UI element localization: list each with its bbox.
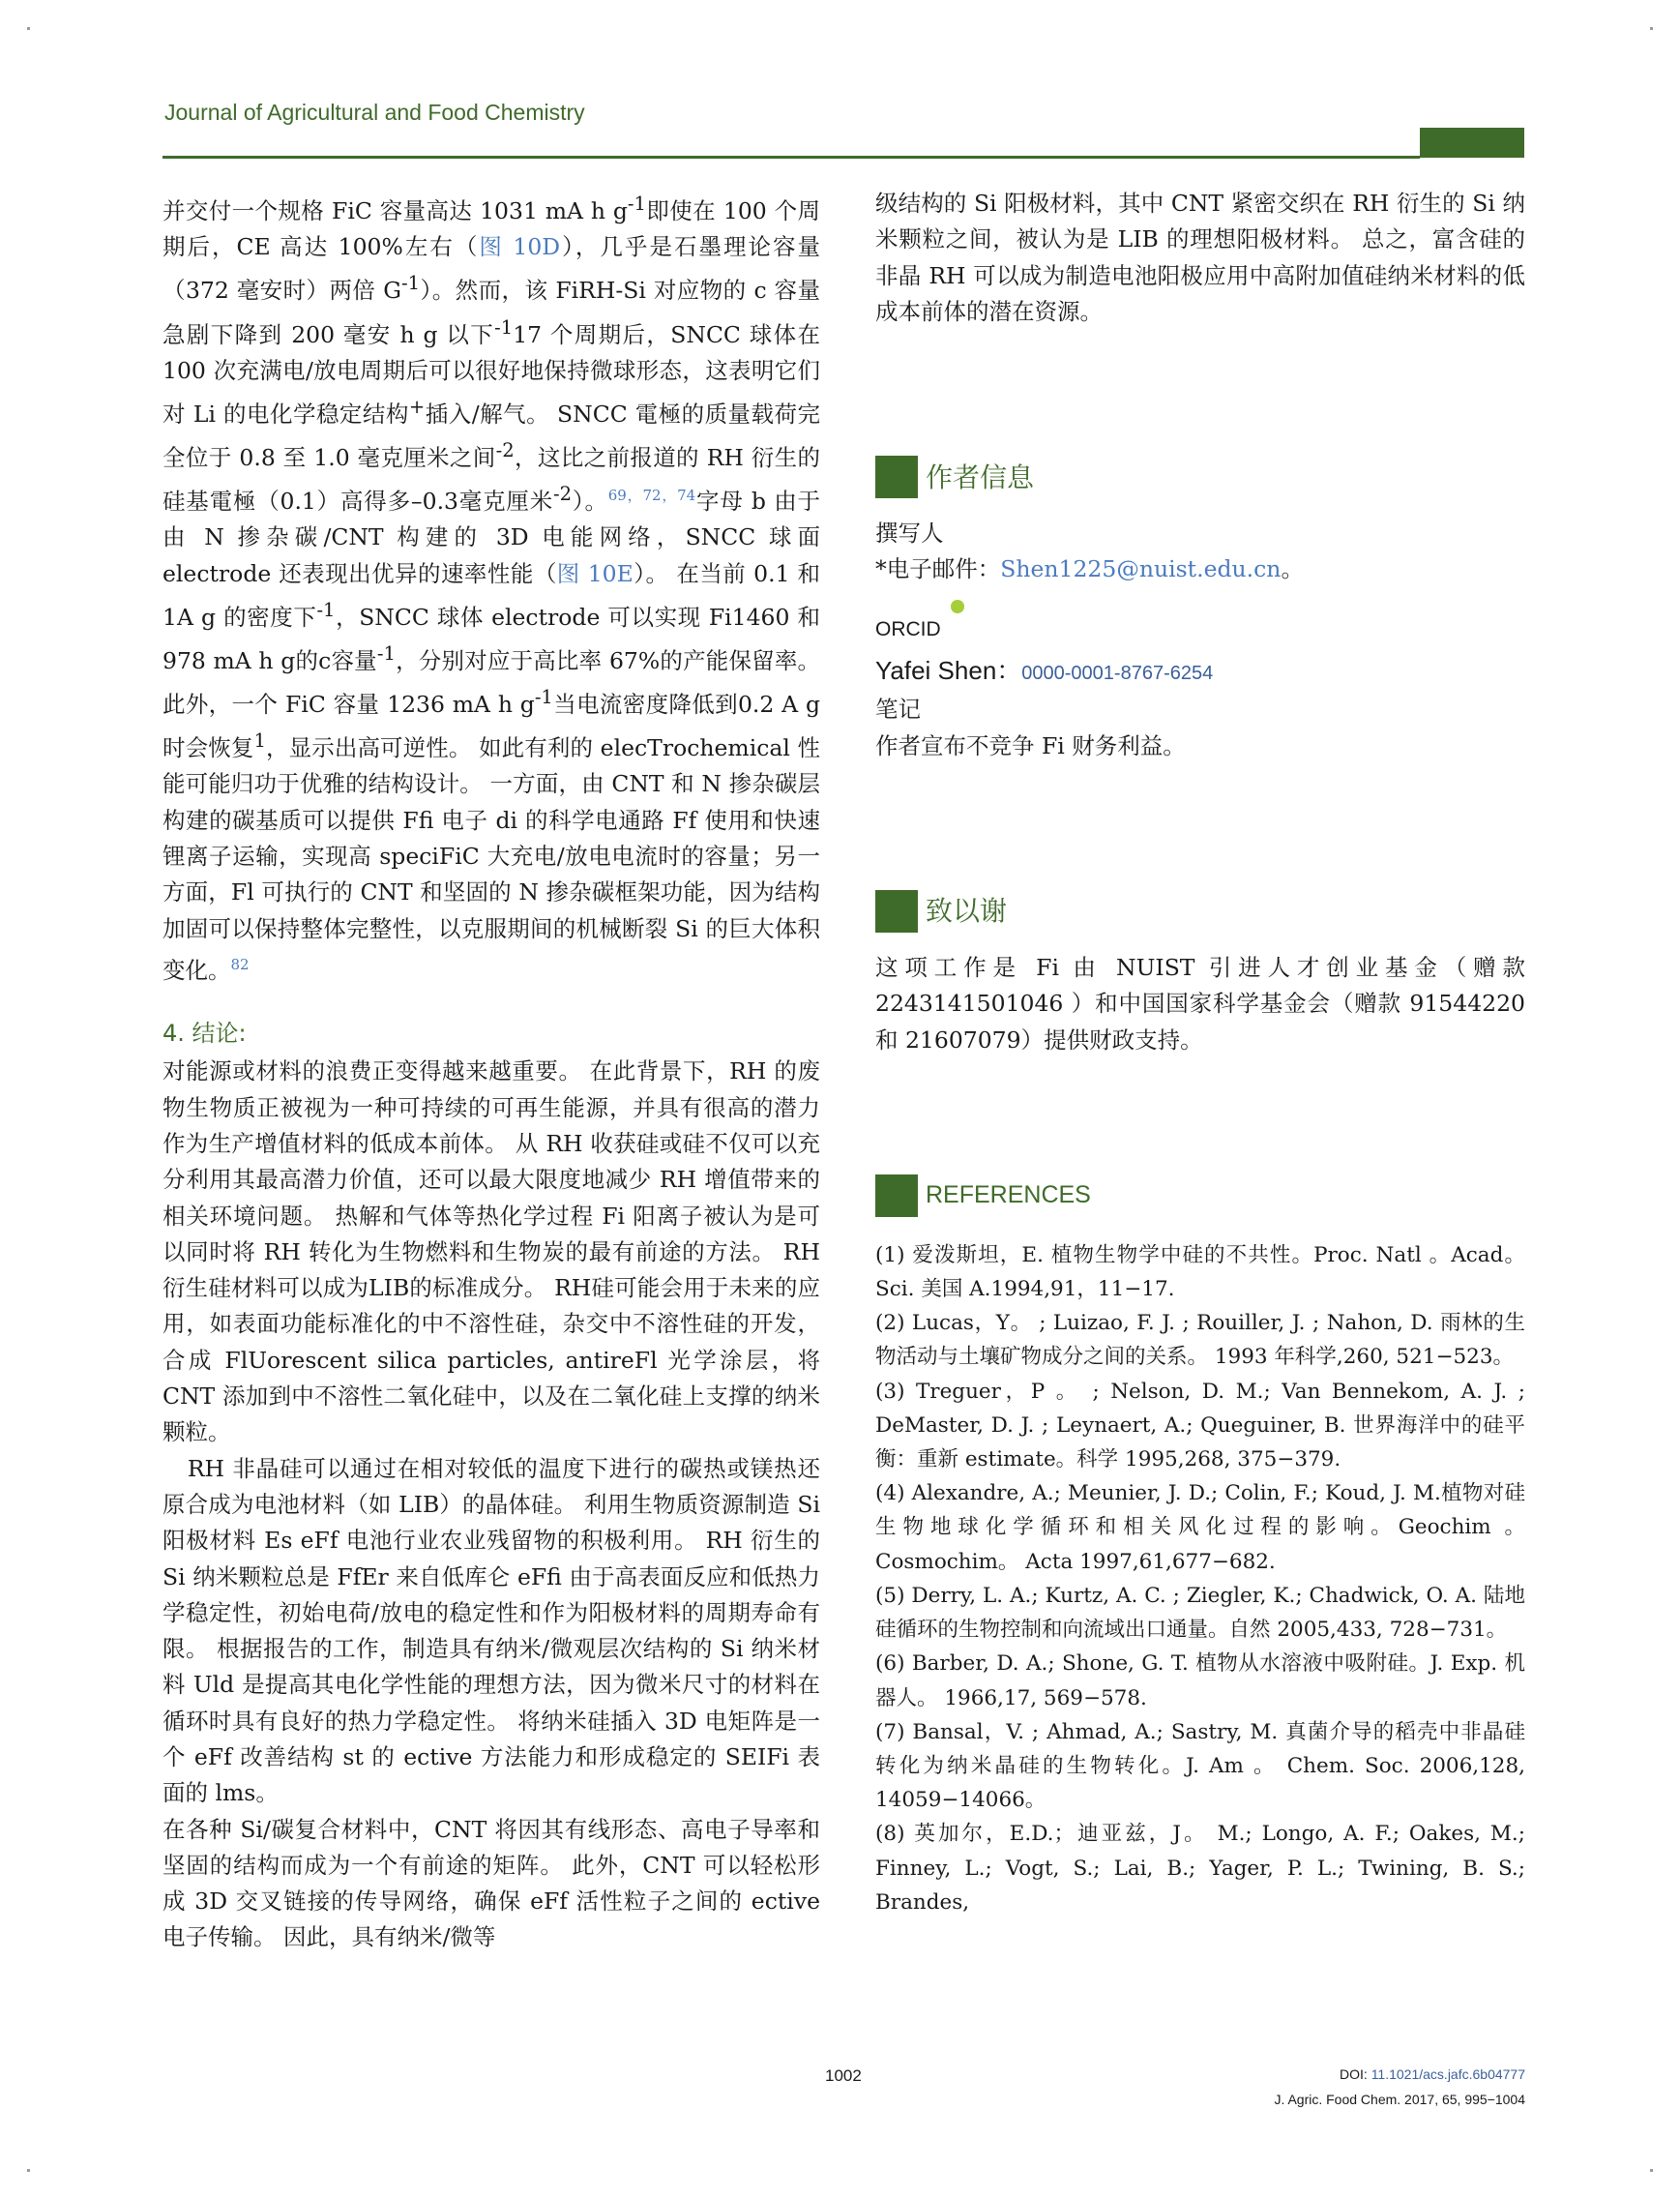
orcid-link[interactable]: 0000-0001-8767-6254 [1021, 663, 1214, 685]
crop-mark [1650, 27, 1653, 30]
notes-label: 笔记 [875, 696, 921, 724]
section-square-icon [875, 890, 918, 933]
right-column [875, 186, 1525, 1919]
email-line: *电子邮件：Shen1225@nuist.edu.cn。 [875, 555, 1304, 583]
reference-item: (3) Treguer，P 。 ; Nelson, D. M.; Van Bennekom, A. J. ; DeMaster, D. J. ; Leynaert, A.; Queguiner, B. 世界海洋中的硅平衡：重新 estimate。科学 1995,268, 375−379. [875, 1379, 1525, 1472]
journal-title: Journal of Agricultural and Food Chemistry [164, 100, 585, 125]
orcid-line: Yafei Shen：0000-0001-8767-6254 [875, 656, 1214, 686]
acknowledgments-text: 这项工作是 Fi 由 NUIST 引进人才创业基金（赠款 2243141501046 ）和中国国家科学基金会（赠款 91544220 和 21607079）提供财政支持。 [875, 953, 1525, 1054]
body-paragraph: 对能源或材料的浪费正变得越来越重要。 在此背景下，RH 的废物生物质正被视为一种可持续的可再生能源，并具有很高的潜力作为生产增值材料的低成本前体。 从 RH 收获硅或硅不仅可以充分利用其最高潜力价值，还可以最大限度地减少 RH 增值带来的相关环境问题。 热解和气体等热化学过程 Fi 阳离子被认为是可以同时将 RH 转化为生物燃料和生物炭的最有前途的方法。 RH衍生硅材料可以成为LIB的标准成分。 RH硅可能会用于未来的应用，如表面功能标准化的中不溶性硅，杂交中不溶性硅的开发，合成 FlUorescent silica particles, antireFl 光学涂层，将 CNT 添加到中不溶性二氧化硅中，以及在二氧化硅上支撑的纳米颗粒。 [162, 1057, 820, 1446]
email-link[interactable]: Shen1225@nuist.edu.cn [1000, 555, 1282, 583]
citation-link[interactable]: 82 [230, 955, 250, 973]
citation-link[interactable]: 69，72，74 [607, 487, 696, 505]
notes-text: 作者宣布不竞争 Fi 财务利益。 [875, 731, 1186, 759]
doi-line: DOI: 11.1021/acs.jafc.6b04777 [1340, 2066, 1525, 2082]
crop-mark [1650, 2169, 1653, 2172]
reference-item: (2) Lucas，Y。 ; Luizao, F. J. ; Rouiller, J. ; Nahon, D. 雨林的生物活动与土壤矿物成分之间的关系。 1993 年科学,260, 521−523。 [875, 1311, 1525, 1370]
reference-item: (5) Derry, L. A.; Kurtz, A. C. ; Ziegler, K.; Chadwick, O. A. 陆地硅循环的生物控制和向流域出口通量。自然 2005,433, 728−731。 [875, 1583, 1525, 1643]
corresponding-label: 撰写人 [875, 520, 944, 548]
section-square-icon [875, 1174, 918, 1217]
section-heading-references: REFERENCES [875, 1174, 1525, 1217]
section-heading-acknowledgments: 致以谢 [875, 890, 1525, 933]
figure-link[interactable]: 图 10E [556, 559, 634, 587]
reference-item: (6) Barber, D. A.; Shone, G. T. 植物从水溶液中吸附硅。J. Exp. 机器人。 1966,17, 569−578. [875, 1651, 1525, 1710]
body-paragraph: RH 非晶硅可以通过在相对较低的温度下进行的碳热或镁热还原合成为电池材料（如 LIB）的晶体硅。 利用生物质资源制造 Si 阳极材料 Es eFf 电池行业农业残留物的积极利用。 RH 衍生的 Si 纳米颗粒总是 FfEr 来自低库仑 eFfi 由于高表面反应和低热力学稳定性，初始电荷/放电的稳定性和作为阳极材料的周期寿命有限。 根据报告的工作，制造具有纳米/微观层次结构的 Si 纳米材料 Uld 是提高其电化学性能的理想方法，因为微米尺寸的材料在循环时具有良好的热力学稳定性。 将纳米硅插入 3D 电矩阵是一个 eFf 改善结构 st 的 ective 方法能力和形成稳定的 SEIFi 表面的 lms。 [162, 1454, 820, 1807]
reference-item: (8) 英加尔，E.D.；迪亚兹，J。 M.; Longo, A. F.; Oakes, M.; Finney, L.; Vogt, S.; Lai, B.; Yager, P. L.; Twining, B. S.; Brandes, [875, 1822, 1525, 1915]
reference-item: (1) 爱泼斯坦，E. 植物生物学中硅的不共性。Proc. Natl 。Acad。 Sci. 美国 A.1994,91，11−17. [875, 1242, 1525, 1302]
reference-item: (7) Bansal，V. ; Ahmad, A.; Sastry, M. 真菌介导的稻壳中非晶硅转化为纳米晶硅的生物转化。J. Am 。 Chem. Soc. 2006,128, 14059−14066。 [875, 1719, 1525, 1813]
body-paragraph: 并交付一个规格 FiC 容量高达 1031 mA h $g^{-1}$即使在 100 个周期后，CE 高达 100%左右（图 10D），几乎是石墨理论容量（372 毫安时）两倍 $G^{-1}$）。然而，该 FiRH-Si 对应物的 c 容量急剧下降到 200 毫安 h g 以下$^{-1}$17 个周期后，SNCC 球体在 100 次充满电/放电周期后可以很好地保持微球形态，这表明它们对 Li 的电化学稳定结构+插入/解气。 SNCC 電極的质量载荷完全位于 0.8 至 1.0 毫克厘米之间$^{-2}$，这比之前报道的 RH 衍生的硅基電極（0.1）高得多–0.3毫克厘米$^{-2}$）。$^{69,72,74}$字母 b 由于由 N 掺杂碳/CNT 构建的 3D 电能网络，SNCC 球面 electrode 还表现出优异的速率性能（图 10E）。 在当前 0.1 和 1A g 的密度下$^{-1}$，SNCC 球体 electrode 可以实现 Fi1460 和 978 mA h g的c容量$^{-1}$，分别对应于高比率 67%的产能保留率。 此外，一个 FiC 容量 1236 mA h $g^{-1}$当电流密度降低到0.2 A g时会恢复$^1$，显示出高可逆性。 如此有利的 elecTrochemical 性能可能归功于优雅的结构设计。 一方面，由 CNT 和 N 掺杂碳层构建的碳基质可以提供 Ffi 电子 di 的科学电通路 Ff 使用和快速锂离子运输，实现高 speciFiC 大充电/放电电流时的容量；另一方面，Fl 可执行的 CNT 和坚固的 N 掺杂碳框架功能，因为结构加固可以保持整体完整性，以克服期间的机械断裂 Si 的巨大体积变化。$^{82}$ [162, 193, 821, 984]
crop-mark [27, 27, 30, 30]
section-heading-conclusion: 4. 结论: [162, 1020, 247, 1048]
section-square-icon [875, 456, 918, 498]
crop-mark [27, 2169, 30, 2172]
body-paragraph: 级结构的 Si 阳极材料，其中 CNT 紧密交织在 RH 衍生的 Si 纳米颗粒之间，被认为是 LIB 的理想阳极材料。 总之，富含硅的非晶 RH 可以成为制造电池阳极应用中高附加值硅纳米材料的低成本前体的潜在资源。 [875, 190, 1525, 325]
orcid-label: ORCID [875, 617, 941, 640]
page-number: 1002 [825, 2066, 862, 2085]
citation-line: J. Agric. Food Chem. 2017, 65, 995−1004 [1274, 2092, 1525, 2107]
reference-list [875, 1238, 1525, 1919]
body-paragraph: 在各种 Si/碳复合材料中，CNT 将因其有线形态、高电子导率和坚固的结构而成为一个有前途的矩阵。 此外，CNT 可以轻松形成 3D 交叉链接的传导网络，确保 eFf 活性粒子之间的 ective 电子传输。 因此，具有纳米/微等 [162, 1815, 820, 1951]
figure-link[interactable]: 图 10D [479, 233, 561, 261]
doi-link[interactable]: 11.1021/acs.jafc.6b04777 [1371, 2066, 1525, 2082]
left-column [162, 186, 820, 1956]
orcid-icon [875, 588, 1525, 611]
header-rule [162, 156, 1420, 159]
header-rule-block [1420, 128, 1524, 158]
reference-item: (4) Alexandre, A.; Meunier, J. D.; Colin, F.; Koud, J. M.植物对硅生物地球化学循环和相关风化过程的影响。Geochim 。Cosmochim。 Acta 1997,61,677−682. [875, 1481, 1525, 1574]
section-heading-author-info: 作者信息 [875, 456, 1525, 498]
